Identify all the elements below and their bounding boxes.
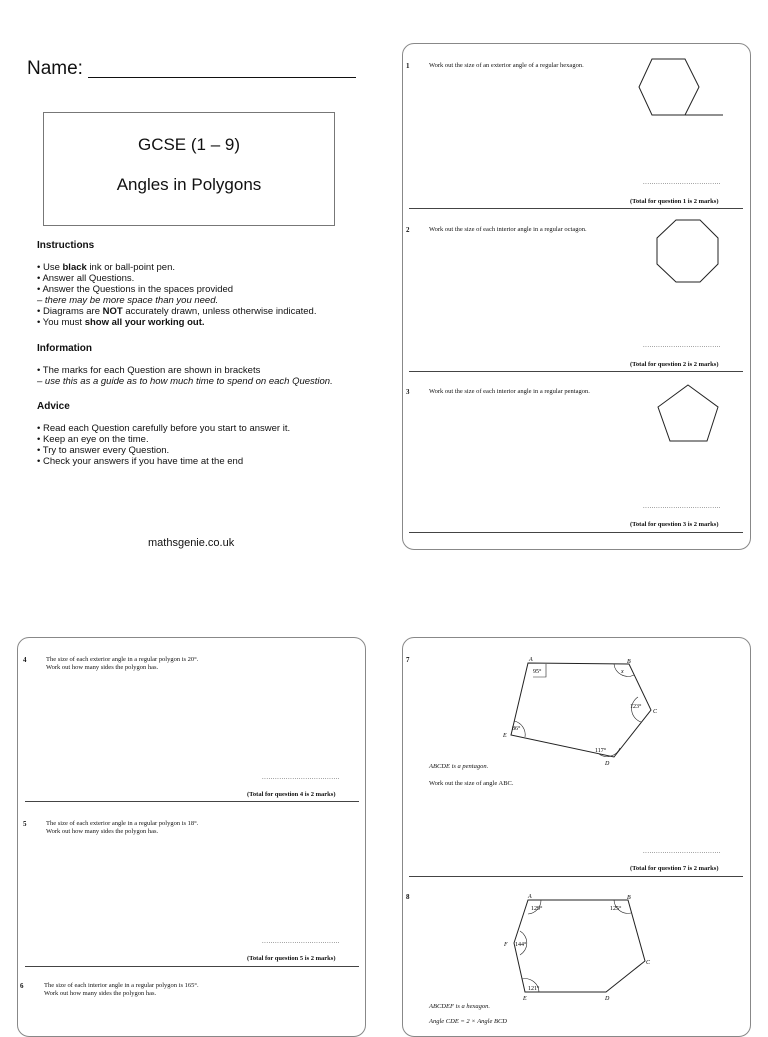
angle-label-e: 121° [528, 986, 540, 992]
advice-item: • Check your answers if you have time at the end [37, 456, 244, 467]
question-number: 2 [406, 226, 410, 234]
pentagon-diagram [654, 382, 722, 444]
angle-label-c: 123° [630, 704, 642, 710]
question-text: Work out the size of each interior angle in a regular pentagon. [429, 388, 590, 395]
vertex-label-d: D [605, 761, 610, 767]
exam-level: GCSE (1 – 9) [137, 135, 241, 154]
instruction-item: • Use black ink or ball-point pen. [37, 262, 175, 273]
information-heading: Information [37, 343, 92, 354]
pentagon-abcde-diagram [500, 655, 660, 767]
question-number: 5 [23, 820, 27, 828]
question-text: Angle CDE = 2 × Angle BCD [429, 1018, 507, 1025]
question-total-marks: (Total for question 7 is 2 marks) [630, 865, 719, 872]
worksheet-page-2 [402, 43, 751, 550]
vertex-label-b: B [627, 659, 631, 665]
vertex-label-e: E [503, 733, 507, 739]
instruction-item: • Answer all Questions. [37, 273, 135, 284]
instruction-item: • Answer the Questions in the spaces provided [37, 284, 234, 295]
question-total-marks: (Total for question 5 is 2 marks) [247, 955, 336, 962]
question-number: 3 [406, 388, 410, 396]
question-total-marks: (Total for question 4 is 2 marks) [247, 791, 336, 798]
information-list [37, 365, 377, 387]
advice-list [37, 423, 377, 467]
answer-line[interactable]: .................................... [262, 939, 341, 945]
question-total-marks: (Total for question 1 is 2 marks) [630, 198, 719, 205]
question-text: Work out the size of an exterior angle of a regular hexagon. [429, 62, 584, 69]
answer-line[interactable]: .................................... [643, 849, 722, 855]
answer-line[interactable]: .................................... [643, 504, 722, 510]
angle-label-f: 144° [515, 942, 527, 948]
instruction-item: – there may be more space than you need. [37, 295, 219, 306]
angle-label-a: 95° [533, 669, 542, 675]
information-item: – use this as a guide as to how much time to spend on each Question. [37, 376, 333, 387]
question-number: 1 [406, 62, 410, 70]
question-text: The size of each exterior angle in a regular polygon is 20°. Work out how many sides the polygon has. [46, 656, 199, 671]
divider [409, 532, 743, 533]
question-caption: ABCDEF is a hexagon. [429, 1003, 491, 1010]
answer-line[interactable]: .................................... [643, 180, 722, 186]
title-box [43, 112, 335, 226]
vertex-label-a: A [529, 657, 533, 663]
angle-label-b: 125° [610, 906, 622, 912]
question-text: Work out the size of angle ABC. [429, 780, 514, 787]
question-total-marks: (Total for question 3 is 2 marks) [630, 521, 719, 528]
question-caption: ABCDE is a pentagon. [429, 763, 489, 770]
divider [409, 208, 743, 209]
question-text: The size of each exterior angle in a regular polygon is 18°. Work out how many sides the polygon has. [46, 820, 199, 835]
question-total-marks: (Total for question 2 is 2 marks) [630, 361, 719, 368]
advice-item: • Read each Question carefully before you start to answer it. [37, 423, 291, 434]
octagon-diagram [654, 218, 722, 286]
worksheet-page-3 [17, 637, 366, 1037]
page-title: Angles in Polygons [116, 175, 262, 194]
instructions-heading: Instructions [37, 240, 95, 251]
question-number: 7 [406, 656, 410, 664]
question-number: 6 [20, 982, 24, 990]
advice-heading: Advice [37, 401, 70, 412]
advice-item: • Try to answer every Question. [37, 445, 170, 456]
answer-line[interactable]: .................................... [643, 343, 722, 349]
divider [25, 801, 359, 802]
hexagon-diagram [636, 57, 728, 119]
vertex-label-c: C [646, 960, 651, 966]
instruction-item: • You must show all your working out. [37, 317, 205, 328]
instructions-list [37, 262, 377, 328]
name-label: Name: [27, 58, 83, 79]
divider [25, 966, 359, 967]
angle-label-d: 117° [595, 748, 607, 754]
hexagon-abcdef-diagram [498, 891, 662, 1003]
website-footer[interactable]: mathsgenie.co.uk [148, 537, 235, 549]
angle-label-b: x [621, 669, 624, 675]
question-text: The size of each interior angle in a regular polygon is 165°. Work out how many sides the polygon has. [44, 982, 199, 997]
vertex-label-d: D [605, 996, 610, 1002]
information-item: • The marks for each Question are shown in brackets [37, 365, 261, 376]
name-input-line[interactable] [88, 77, 356, 78]
vertex-label-a: A [528, 894, 532, 900]
angle-label-a: 129° [531, 906, 543, 912]
vertex-label-b: B [627, 895, 631, 901]
question-text: Work out the size of each interior angle in a regular octagon. [429, 226, 587, 233]
angle-label-e: 86° [512, 726, 521, 732]
advice-item: • Keep an eye on the time. [37, 434, 149, 445]
question-number: 4 [23, 656, 27, 664]
question-number: 8 [406, 893, 410, 901]
vertex-label-c: C [653, 709, 658, 715]
instruction-item: • Diagrams are NOT accurately drawn, unless otherwise indicated. [37, 306, 317, 317]
vertex-label-e: E [523, 996, 527, 1002]
divider [409, 876, 743, 877]
vertex-label-f: F [504, 942, 508, 948]
answer-line[interactable]: .................................... [262, 775, 341, 781]
divider [409, 371, 743, 372]
